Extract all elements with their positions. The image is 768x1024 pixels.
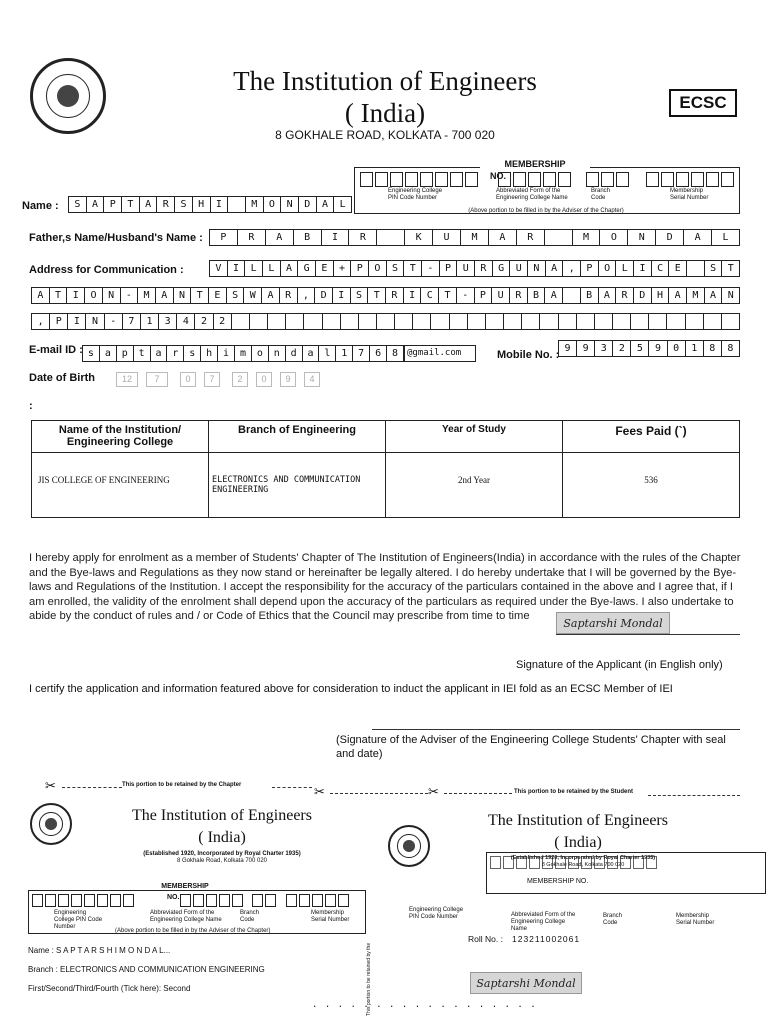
membership-abbr-boxes[interactable] — [498, 172, 573, 187]
mobile-field[interactable] — [558, 340, 740, 357]
stub-right-established: (Established 1920, Incorporated by Royal Charter 1935) — [510, 855, 656, 861]
char-cell — [667, 314, 685, 329]
stub-left-branch: Branch : ELECTRONICS AND COMMUNICATION ENGINEERING — [28, 965, 265, 974]
cut-line-2 — [272, 787, 312, 788]
char-cell: P — [210, 230, 238, 245]
stub-right-pin-boxes[interactable] — [490, 856, 659, 869]
char-cell: M — [573, 230, 601, 245]
char-cell: U — [492, 288, 510, 303]
email-field[interactable] — [82, 345, 404, 362]
char-cell: N — [103, 288, 121, 303]
char-cell: T — [191, 288, 209, 303]
char-cell — [304, 314, 322, 329]
char-cell — [413, 314, 431, 329]
membership-col1: Engineering College PIN Code Number — [388, 188, 443, 201]
char-cell: 9 — [649, 341, 667, 356]
char-cell: N — [528, 261, 546, 276]
institution-table — [31, 420, 740, 518]
dob-cell: 4 — [304, 372, 320, 387]
char-cell: , — [298, 288, 316, 303]
char-cell: H — [193, 197, 211, 212]
char-cell: 2 — [613, 341, 631, 356]
char-cell: r — [167, 346, 184, 361]
roll-no-value: 123211002061 — [512, 934, 581, 944]
char-cell: D — [656, 230, 684, 245]
name-field[interactable] — [68, 196, 352, 213]
stub-left-seal — [30, 803, 72, 845]
char-cell: H — [652, 288, 670, 303]
char-cell: I — [333, 288, 351, 303]
dob-cell: 2 — [232, 372, 248, 387]
stub-right-title-sub: ( India) — [554, 834, 602, 851]
char-cell: - — [422, 261, 440, 276]
char-cell: U — [457, 261, 475, 276]
address-label: Address for Communication : — [29, 264, 184, 276]
address-field-line1[interactable] — [209, 260, 740, 277]
ecsc-badge: ECSC — [669, 89, 737, 117]
char-cell — [341, 314, 359, 329]
char-cell: R — [386, 288, 404, 303]
char-cell — [686, 314, 704, 329]
char-cell: M — [246, 197, 264, 212]
char-cell — [232, 314, 250, 329]
stub-left-col1: Engineering College PIN Code Number — [54, 910, 103, 930]
stub-left-pin-boxes[interactable] — [32, 894, 136, 907]
char-cell: 8 — [704, 341, 722, 356]
char-cell: W — [244, 288, 262, 303]
char-cell: P — [50, 314, 68, 329]
stub-left-col3: Branch Code — [240, 910, 260, 923]
table-header-branch: Branch of Engineering — [209, 421, 386, 453]
char-cell: S — [69, 197, 87, 212]
char-cell — [545, 230, 573, 245]
stub-right-membership-title: MEMBERSHIP NO. — [527, 878, 589, 885]
char-cell: T — [368, 288, 386, 303]
char-cell: 1 — [141, 314, 159, 329]
address-field-line3[interactable] — [31, 313, 740, 330]
char-cell — [504, 314, 522, 329]
char-cell: p — [117, 346, 134, 361]
char-cell: a — [151, 346, 168, 361]
char-cell: R — [616, 288, 634, 303]
page-title: The Institution of Engineers — [233, 66, 537, 96]
membership-col3: Branch Code — [591, 188, 611, 201]
char-cell: + — [334, 261, 352, 276]
char-cell: U — [510, 261, 528, 276]
char-cell: S — [227, 288, 245, 303]
char-cell: N — [86, 314, 104, 329]
char-cell: A — [669, 288, 687, 303]
char-cell — [540, 314, 558, 329]
char-cell — [631, 314, 649, 329]
char-cell: D — [299, 197, 317, 212]
address-field-line2[interactable] — [31, 287, 740, 304]
char-cell: I — [322, 230, 350, 245]
char-cell: D — [315, 288, 333, 303]
char-cell: D — [634, 288, 652, 303]
stub-right-col2: Abbreviated Form of the Engineering College Name — [511, 912, 576, 932]
stub-left-address: 8 Gokhale Road, Kolkata 700 020 — [176, 858, 268, 864]
char-cell: N — [281, 197, 299, 212]
char-cell: P — [581, 261, 599, 276]
stub-right-signature: Saptarshi Mondal — [470, 972, 582, 994]
char-cell: C — [652, 261, 670, 276]
char-cell: 6 — [370, 346, 387, 361]
char-cell — [577, 314, 595, 329]
dob-colon: : — [29, 400, 33, 412]
vertical-retain-note: This portion to be retained by the — [366, 942, 372, 1016]
char-cell: R — [157, 197, 175, 212]
char-cell — [704, 314, 722, 329]
char-cell: s — [184, 346, 201, 361]
stub-left-title-sub: ( India) — [198, 829, 246, 846]
cut-line-3 — [330, 793, 428, 794]
table-cell-branch: ELECTRONICS AND COMMUNICATION ENGINEERING — [209, 453, 386, 518]
char-cell — [559, 314, 577, 329]
char-cell: h — [201, 346, 218, 361]
char-cell — [522, 314, 540, 329]
char-cell: U — [433, 230, 461, 245]
char-cell — [228, 197, 246, 212]
char-cell — [468, 314, 486, 329]
char-cell: P — [440, 261, 458, 276]
applicant-signature: Saptarshi Mondal — [556, 612, 670, 634]
stub-left-abbr-boxes[interactable] — [180, 894, 245, 907]
char-cell: A — [140, 197, 158, 212]
char-cell: i — [218, 346, 235, 361]
char-cell — [431, 314, 449, 329]
char-cell: B — [294, 230, 322, 245]
char-cell: R — [475, 261, 493, 276]
stub-right-col1: Engineering College PIN Code Number — [409, 907, 464, 920]
dob-field[interactable] — [116, 372, 328, 387]
char-cell: - — [121, 288, 139, 303]
char-cell — [486, 314, 504, 329]
char-cell: 2 — [214, 314, 232, 329]
certify-text: I certify the application and information featured above for consideration to induct the applicant in IEI fold as an ECSC Member of IEI — [29, 683, 673, 695]
char-cell: N — [628, 230, 656, 245]
char-cell — [377, 230, 405, 245]
header-address: 8 GOKHALE ROAD, KOLKATA - 700 020 — [275, 128, 495, 142]
membership-col4: Membership Serial Number — [670, 188, 709, 201]
email-suffix: @gmail.com — [404, 345, 476, 362]
stub-left-branch-boxes[interactable] — [252, 894, 278, 907]
char-cell: M — [138, 288, 156, 303]
char-cell — [613, 314, 631, 329]
scissors-icon-1: ✂ — [45, 778, 56, 793]
table-cell-year: 2nd Year — [386, 453, 563, 518]
char-cell: A — [87, 197, 105, 212]
char-cell: S — [705, 261, 723, 276]
char-cell: T — [50, 288, 68, 303]
char-cell: I — [404, 288, 422, 303]
char-cell: 4 — [177, 314, 195, 329]
char-cell — [395, 314, 413, 329]
stub-left-membership-title: MEMBERSHIP — [150, 883, 220, 890]
char-cell: A — [545, 288, 563, 303]
char-cell: I — [211, 197, 229, 212]
char-cell: L — [339, 199, 346, 210]
cut-line-1 — [62, 787, 122, 788]
char-cell: E — [209, 288, 227, 303]
dob-cell: 0 — [256, 372, 272, 387]
char-cell: P — [104, 197, 122, 212]
char-cell: C — [421, 288, 439, 303]
char-cell: O — [600, 230, 628, 245]
name-label: Name : — [22, 200, 59, 212]
char-cell: A — [705, 288, 723, 303]
table-header-fees: Fees Paid (`) — [563, 421, 740, 453]
char-cell: 2 — [195, 314, 213, 329]
char-cell: L — [616, 261, 634, 276]
stub-left-col2: Abbreviated Form of the Engineering College Name — [150, 910, 222, 923]
signature-label: Signature of the Applicant (in English only) — [516, 659, 723, 671]
char-cell: d — [286, 346, 303, 361]
stub-left-established: (Established 1920, Incorporated by Royal Charter 1935) — [143, 851, 301, 857]
char-cell: R — [517, 230, 545, 245]
char-cell: S — [387, 261, 405, 276]
char-cell: A — [156, 288, 174, 303]
char-cell: 7 — [123, 314, 141, 329]
char-cell — [649, 314, 667, 329]
roll-no-label: Roll No. : — [468, 934, 503, 944]
membership-title-no: NO. — [490, 171, 507, 181]
char-cell: S — [351, 288, 369, 303]
char-cell: o — [252, 346, 269, 361]
char-cell: B — [528, 288, 546, 303]
table-header-institution: Name of the Institution/ Engineering College — [32, 421, 209, 453]
mobile-label: Mobile No. : — [497, 349, 560, 361]
email-label: E-mail ID : — [29, 344, 83, 356]
stub-left-note: (Above portion to be filled in by the Adviser of the Chapter) — [115, 928, 271, 934]
dob-cell: 12 — [116, 372, 138, 387]
char-cell: N — [174, 288, 192, 303]
adviser-signature-line — [372, 729, 740, 730]
char-cell: A — [32, 288, 50, 303]
char-cell: , — [32, 314, 50, 329]
char-cell: S — [175, 197, 193, 212]
char-cell: R — [280, 288, 298, 303]
char-cell: N — [727, 290, 734, 301]
char-cell: 3 — [159, 314, 177, 329]
stub-dotted-line: . . . . . . . . . . . . . . . . . . — [312, 1000, 537, 1010]
membership-col2: Abbreviated Form of the Engineering College Name — [496, 188, 568, 201]
stub-right-col4: Membership Serial Number — [676, 913, 715, 926]
membership-branch-boxes[interactable] — [586, 172, 631, 187]
char-cell — [595, 314, 613, 329]
char-cell: A — [599, 288, 617, 303]
declaration-text: I hereby apply for enrolment as a member of Students' Chapter of The Institution of Engineers(India) in accordance with the rules of the Chapter and the Bye-laws and Regulations as they now stand or hereinafter be legally altered. I do hereby undertake that I will be governed by the Bye-laws and Regulations of the Institution. I accept the responsibility for the accuracy of the particulars contained in the above and I agree that, if I am enrolled, the validity of the enrolment shall depend upon the accuracy of the particulars as required under the Bye-laws. I also undertake to abide by the conduct of rules and / or Code of Ethics that the Council may prescribe from time to time — [29, 552, 741, 622]
dob-cell: 7 — [204, 372, 220, 387]
stub-right-col3: Branch Code — [603, 913, 623, 926]
stub-right-address: 8 Gokhale Road, Kolkata 700 020 — [541, 862, 625, 868]
table-cell-institution: JIS COLLEGE OF ENGINEERING — [32, 453, 209, 518]
char-cell — [323, 314, 341, 329]
char-cell: O — [369, 261, 387, 276]
char-cell: t — [134, 346, 151, 361]
dob-label: Date of Birth — [29, 372, 95, 384]
char-cell — [250, 314, 268, 329]
char-cell: T — [727, 263, 734, 274]
char-cell: L — [263, 261, 281, 276]
page-title-sub: ( India) — [344, 98, 426, 128]
char-cell: E — [316, 261, 334, 276]
char-cell: I — [634, 261, 652, 276]
char-cell: P — [475, 288, 493, 303]
scissors-icon-2: ✂ — [314, 784, 325, 799]
char-cell: T — [122, 197, 140, 212]
membership-note: (Above portion to be filled in by the Adviser of the Chapter) — [468, 208, 624, 214]
char-cell: 8 — [391, 348, 398, 359]
char-cell: O — [264, 197, 282, 212]
char-cell: A — [546, 261, 564, 276]
char-cell — [377, 314, 395, 329]
stub-right-seal — [388, 825, 430, 867]
chapter-retain-note: This portion to be retained by the Chapter — [122, 782, 242, 788]
father-name-field[interactable] — [209, 229, 740, 246]
char-cell: 9 — [577, 341, 595, 356]
char-cell: 3 — [595, 341, 613, 356]
char-cell: l — [319, 346, 336, 361]
char-cell: K — [405, 230, 433, 245]
char-cell: M — [687, 288, 705, 303]
cut-line-4 — [444, 793, 512, 794]
char-cell: P — [351, 261, 369, 276]
char-cell: s — [83, 346, 100, 361]
char-cell: R — [238, 230, 266, 245]
institution-seal — [30, 58, 106, 134]
dob-cell: 0 — [180, 372, 196, 387]
char-cell: G — [298, 261, 316, 276]
char-cell: 5 — [631, 341, 649, 356]
char-cell: R — [349, 230, 377, 245]
stub-left-name: Name : S A P T A R S H I M O N D A L... — [28, 946, 171, 955]
student-retain-note: This portion to be retained by the Student — [514, 789, 634, 795]
dob-cell: 7 — [146, 372, 168, 387]
char-cell: - — [457, 288, 475, 303]
stub-left-col4: Membership Serial Number — [311, 910, 350, 923]
char-cell: L — [722, 232, 729, 243]
char-cell — [450, 314, 468, 329]
char-cell: 7 — [353, 346, 370, 361]
char-cell: O — [85, 288, 103, 303]
father-name-label: Father,s Name/Husband's Name : — [29, 232, 203, 244]
char-cell: O — [599, 261, 617, 276]
stub-right-title: The Institution of Engineers — [488, 812, 668, 829]
char-cell — [286, 314, 304, 329]
char-cell — [359, 314, 377, 329]
char-cell — [268, 314, 286, 329]
char-cell: M — [461, 230, 489, 245]
char-cell: B — [581, 288, 599, 303]
char-cell: , — [563, 261, 581, 276]
char-cell: 8 — [727, 343, 734, 354]
char-cell: V — [210, 261, 228, 276]
char-cell — [687, 261, 705, 276]
membership-title: MEMBERSHIP — [480, 159, 590, 169]
char-cell: T — [404, 261, 422, 276]
membership-serial-boxes[interactable] — [646, 172, 736, 187]
cut-line-5 — [648, 795, 740, 796]
char-cell: G — [493, 261, 511, 276]
char-cell: T — [439, 288, 457, 303]
char-cell: A — [489, 230, 517, 245]
signature-line — [556, 634, 740, 635]
membership-pin-boxes[interactable] — [360, 172, 480, 187]
char-cell: I — [228, 261, 246, 276]
char-cell: n — [269, 346, 286, 361]
table-cell-fees: 536 — [563, 453, 740, 518]
char-cell: I — [68, 314, 86, 329]
char-cell: - — [105, 314, 123, 329]
char-cell: 0 — [668, 341, 686, 356]
stub-left-serial-boxes[interactable] — [286, 894, 351, 907]
stub-left-year: First/Second/Third/Fourth (Tick here): Second — [28, 984, 191, 993]
table-header-year: Year of Study — [386, 421, 563, 453]
char-cell: E — [669, 261, 687, 276]
char-cell: A — [317, 197, 335, 212]
stub-left-title: The Institution of Engineers — [132, 807, 312, 824]
char-cell: a — [303, 346, 320, 361]
char-cell: 1 — [686, 341, 704, 356]
stub-left-membership-no: NO. — [167, 894, 180, 901]
char-cell: m — [235, 346, 252, 361]
char-cell — [722, 314, 739, 329]
char-cell: 1 — [336, 346, 353, 361]
scissors-icon-3: ✂ — [428, 784, 439, 799]
char-cell: R — [510, 288, 528, 303]
char-cell: 9 — [559, 341, 577, 356]
char-cell: A — [684, 230, 712, 245]
char-cell — [563, 288, 581, 303]
char-cell: a — [100, 346, 117, 361]
adviser-signature-label: (Signature of the Adviser of the Engineering College Students' Chapter with seal and date) — [336, 734, 726, 760]
dob-cell: 9 — [280, 372, 296, 387]
char-cell: A — [266, 230, 294, 245]
char-cell: A — [281, 261, 299, 276]
char-cell: I — [67, 288, 85, 303]
char-cell: A — [262, 288, 280, 303]
char-cell: L — [245, 261, 263, 276]
